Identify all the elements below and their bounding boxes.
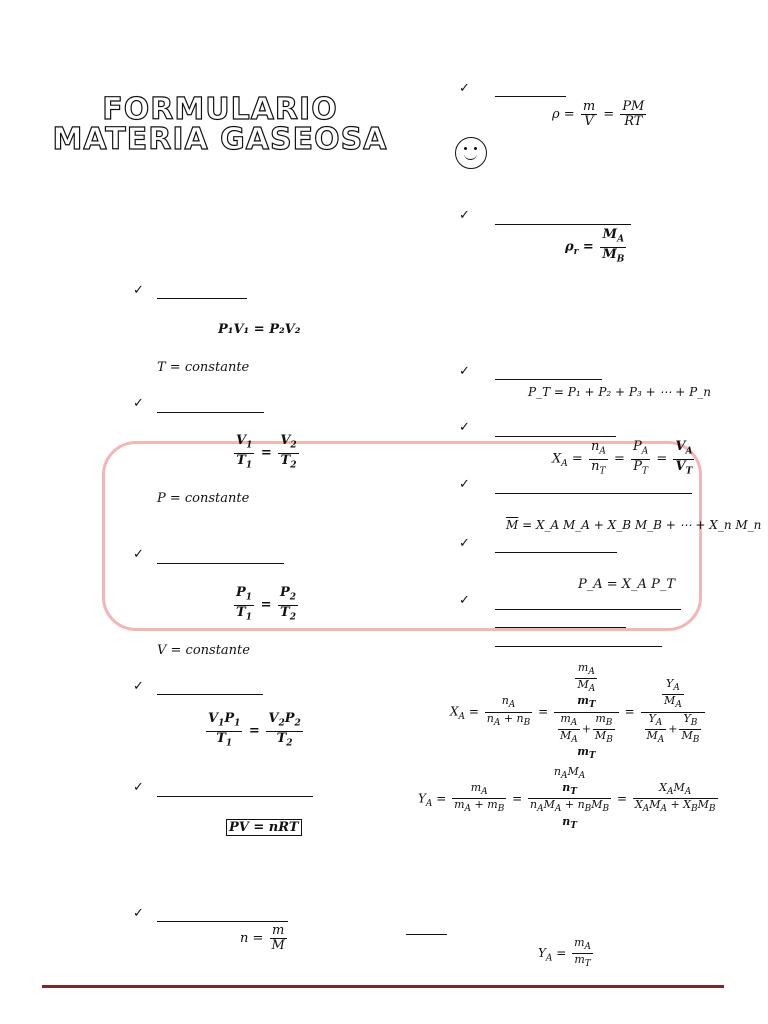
check-icon: ✓: [133, 906, 144, 921]
blank-line: [495, 224, 631, 225]
mass-fraction-expanded-equation: $Y_A$ = $\frac{m_A}{m_A + m_B}$ = $n_AM_A$ $n_T$ $n_AM_A + n_BM_B$ $n_T$ = $\frac{X_AM_A}{X_AM_A + X_BM_B}$: [418, 765, 716, 831]
check-icon: ✓: [459, 81, 470, 96]
total-pressure-equation: [528, 385, 711, 399]
blank-line: [495, 436, 616, 437]
check-icon: ✓: [459, 477, 470, 492]
condition-temperature: T = constante: [157, 360, 250, 375]
blank-line: [157, 921, 288, 922]
check-icon: ✓: [133, 396, 144, 411]
check-icon: ✓: [459, 536, 470, 551]
blank-line: [157, 694, 263, 695]
blank-line: [495, 552, 617, 553]
partial-pressure-equation: [578, 577, 675, 592]
check-icon: ✓: [459, 364, 470, 379]
density-equation: ρ = $\frac{m}{V}$ = $\frac{PM}{RT}$: [552, 99, 645, 129]
title-line-1: FORMULARIO: [102, 92, 338, 127]
blank-line: [157, 796, 313, 797]
eq-text: P₁V₁ = P₂V₂: [218, 322, 301, 337]
ideal-gas-boxed: PV = nRT: [226, 819, 302, 836]
mole-fraction-expanded-equation: $X_A$ = $\frac{n_A}{n_A + n_B}$ = $\frac{m_A}{M_A}$ $m_T$ $\frac{m_A}{M_A}$ + $\frac{m_B}{M_B}$ $m_T$ = $\frac{Y_A}{M_A}$ $\frac{Y_A}{M_A}$ + $\frac{Y_B}{M_B}$: [450, 662, 707, 762]
blank-line: [495, 627, 626, 628]
blank-line: [157, 563, 284, 564]
blank-line: [157, 298, 247, 299]
blank-line: [495, 379, 602, 380]
smiley-icon: [455, 137, 487, 169]
blank-line: [495, 493, 692, 494]
page-title: [30, 92, 410, 157]
title-line-2: MATERIA GASEOSA: [52, 122, 388, 157]
footer-divider: [42, 985, 724, 988]
eq-text: P_T = P₁ + P₂ + P₃ + ⋯ + P_n: [528, 385, 711, 399]
condition-volume: V = constante: [157, 643, 250, 658]
ideal-gas-equation: [226, 820, 302, 835]
mole-fraction-equation: $X_A$ = $\frac{n_A}{n_T}$ = $\frac{P_A}{P_T}$ = $\frac{V_A}{V_T}$: [552, 439, 693, 477]
boyle-law-equation: [218, 322, 300, 337]
check-icon: ✓: [133, 547, 144, 562]
mass-fraction-equation: $Y_A$ = $\frac{m_A}{m_T}$: [538, 936, 592, 970]
eq-text: = X_A M_A + X_B M_B + ⋯ + X_n M_n: [522, 518, 762, 532]
check-icon: ✓: [133, 283, 144, 298]
check-icon: ✓: [459, 420, 470, 435]
combined-law-equation: $\frac{V_1P_1}{T_1}$ = $\frac{V_2P_2}{T_2}$: [208, 711, 301, 749]
blank-line: [495, 96, 566, 97]
charles-law-equation: $\frac{V_1}{T_1}$ = $\frac{V_2}{T_2}$: [236, 433, 297, 471]
relative-density-equation: $\rho_r$ = $\frac{M_A}{M_B}$: [565, 227, 625, 265]
check-icon: ✓: [459, 208, 470, 223]
check-icon: ✓: [133, 780, 144, 795]
gay-lussac-equation: $\frac{P_1}{T_1}$ = $\frac{P_2}{T_2}$: [236, 585, 297, 623]
blank-line: [406, 934, 447, 935]
blank-line: [157, 412, 264, 413]
eq-text: P_A = X_A P_T: [578, 577, 675, 592]
blank-line: [495, 609, 681, 610]
condition-pressure: P = constante: [157, 491, 250, 506]
check-icon: ✓: [133, 679, 144, 694]
moles-equation: n = $\frac{m}{M}$: [240, 923, 285, 953]
mean-molar-mass-equation: $\overline{M}$ = X_A M_A + X_B M_B + ⋯ + X_n M_n: [506, 518, 762, 532]
check-icon: ✓: [459, 593, 470, 608]
blank-line: [495, 646, 662, 647]
